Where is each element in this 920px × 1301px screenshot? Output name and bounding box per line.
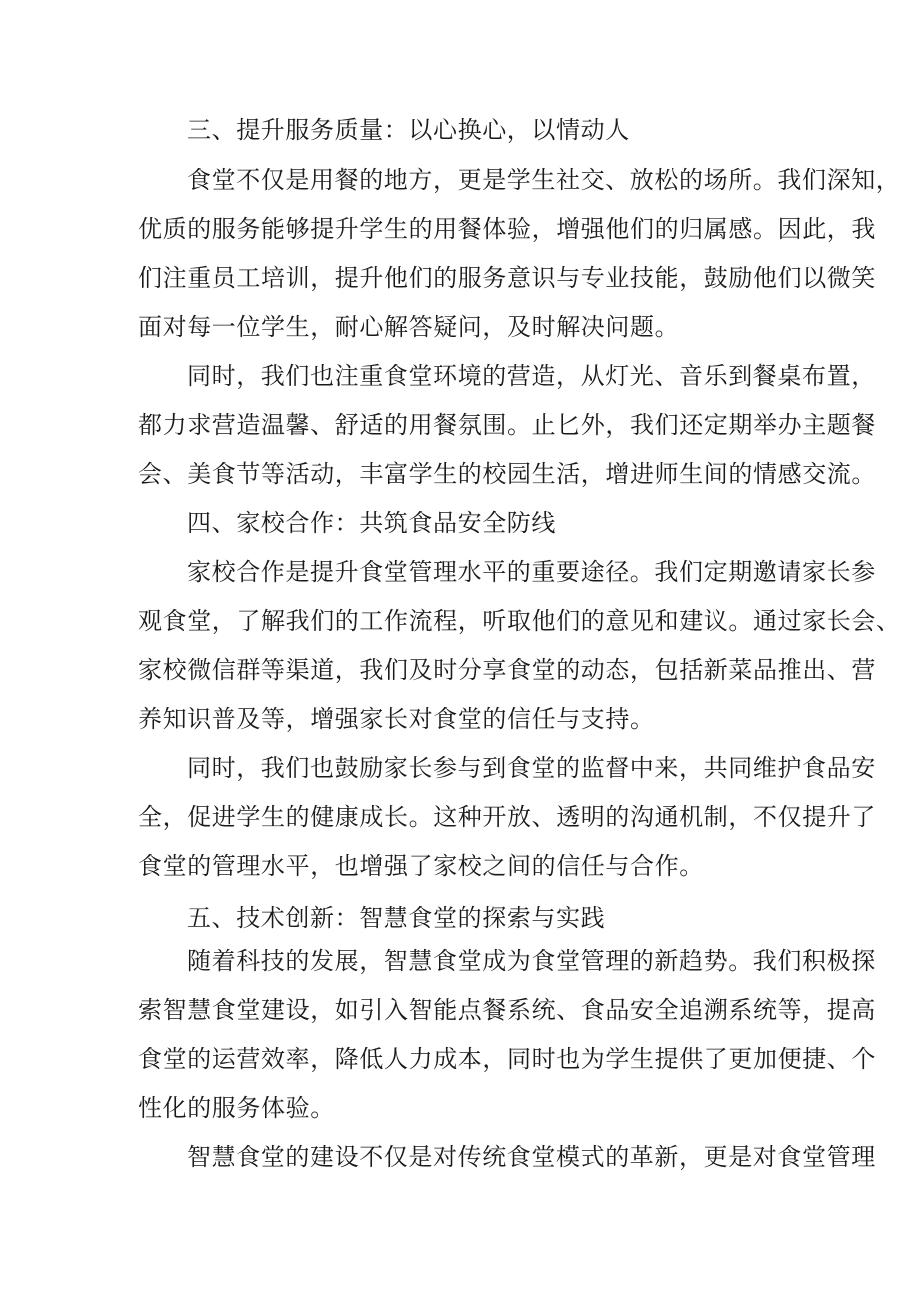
paragraph-line: 们注重员工培训，提升他们的服务意识与专业技能，鼓励他们以微笑 — [138, 264, 876, 292]
section-heading: 四、家校合作：共筑食品安全防线 — [187, 509, 556, 537]
paragraph-line: 智慧食堂的建设不仅是对传统食堂模式的革新，更是对食堂管理 — [187, 1143, 876, 1171]
paragraph-line: 家校合作是提升食堂管理水平的重要途径。我们定期邀请家长参 — [187, 558, 876, 586]
paragraph-line: 食堂不仅是用餐的地方，更是学生社交、放松的场所。我们深知， — [187, 166, 901, 194]
paragraph-line: 同时，我们也鼓励家长参与到食堂的监督中来，共同维护食品安 — [187, 754, 876, 782]
paragraph-line: 优质的服务能够提升学生的用餐体验，增强他们的归属感。因此，我 — [138, 215, 876, 243]
section-heading: 五、技术创新：智慧食堂的探索与实践 — [187, 904, 606, 932]
paragraph-line: 同时，我们也注重食堂环境的营造，从灯光、音乐到餐桌布置， — [187, 362, 876, 390]
paragraph-line: 食堂的运营效率，降低人力成本，同时也为学生提供了更加便捷、个 — [138, 1045, 876, 1073]
paragraph-line: 养知识普及等，增强家长对食堂的信任与支持。 — [138, 705, 655, 733]
section-heading: 三、提升服务质量：以心换心，以情动人 — [187, 116, 630, 144]
paragraph-line: 会、美食节等活动，丰富学生的校园生活，增进师生间的情感交流。 — [138, 460, 876, 488]
paragraph-line: 索智慧食堂建设，如引入智能点餐系统、食品安全追溯系统等，提高 — [138, 996, 876, 1024]
paragraph-line: 随着科技的发展，智慧食堂成为食堂管理的新趋势。我们积极探 — [187, 947, 876, 975]
paragraph-line: 观食堂，了解我们的工作流程，听取他们的意见和建议。通过家长会、 — [138, 607, 901, 635]
paragraph-line: 食堂的管理水平，也增强了家校之间的信任与合作。 — [138, 852, 704, 880]
paragraph-line: 家校微信群等渠道，我们及时分享食堂的动态，包括新菜品推出、营 — [138, 656, 876, 684]
paragraph-line: 全，促进学生的健康成长。这种开放、透明的沟通机制，不仅提升了 — [138, 803, 876, 831]
paragraph-line: 面对每一位学生，耐心解答疑问，及时解决问题。 — [138, 313, 680, 341]
paragraph-line: 都力求营造温馨、舒适的用餐氛围。止匕外，我们还定期举办主题餐 — [138, 411, 876, 439]
paragraph-line: 性化的服务体验。 — [138, 1094, 335, 1122]
